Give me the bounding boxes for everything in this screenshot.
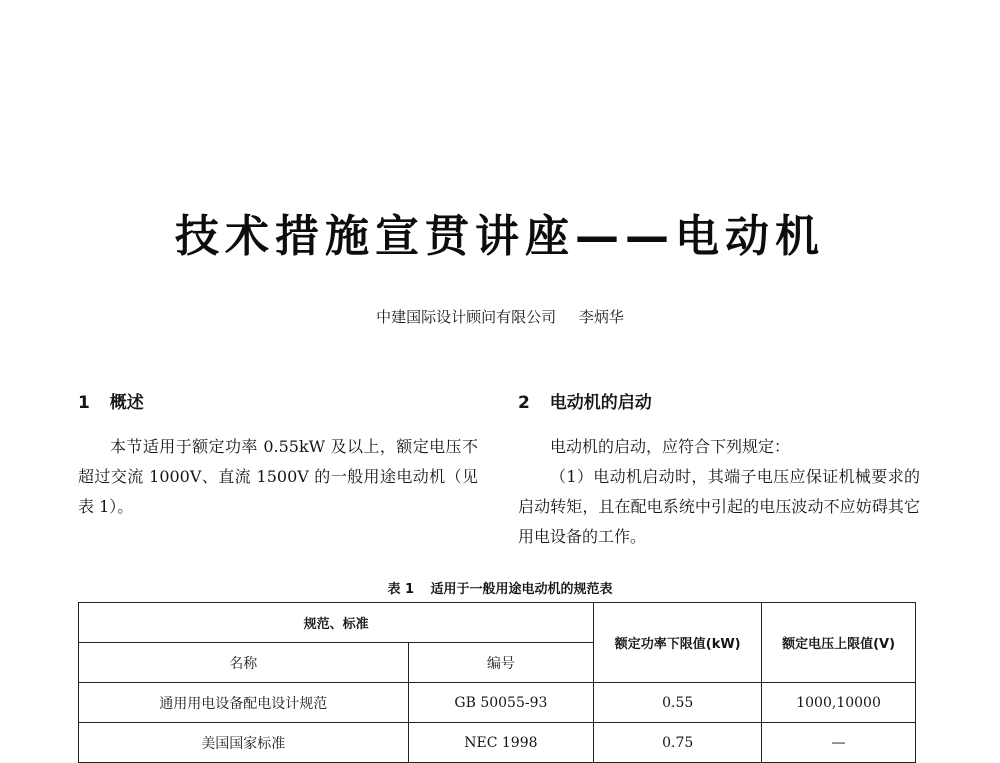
table-caption-text: 适用于一般用途电动机的规范表	[430, 582, 613, 597]
section-heading-motor-starting	[518, 388, 920, 418]
header-rated-voltage-max: 额定电压上限值(V)	[762, 603, 916, 683]
cell-power: 0.55	[594, 683, 762, 723]
table-row	[79, 723, 916, 763]
paragraph: 本节适用于额定功率 0.55kW 及以上，额定电压不超过交流 1000V、直流 1500V 的一般用途电动机（见表 1）。	[78, 437, 478, 516]
section-overview	[78, 388, 478, 522]
section-number: 1	[78, 393, 90, 413]
section-title: 概述	[109, 393, 144, 413]
section-number: 2	[518, 393, 530, 413]
cell-name: 美国国家标准	[79, 723, 409, 763]
paragraph: 电动机的启动，应符合下列规定：	[550, 437, 791, 456]
table-row	[79, 683, 916, 723]
document-title: 技术措施宣贯讲座——电动机	[175, 211, 825, 262]
header-code: 编号	[408, 643, 594, 683]
header-rated-power-min: 额定功率下限值(kW)	[594, 603, 762, 683]
author-name: 李炳华	[578, 308, 624, 326]
cell-voltage: —	[762, 723, 916, 763]
cell-code: NEC 1998	[408, 723, 594, 763]
table-caption-number: 表 1	[387, 582, 415, 597]
table-header-row	[79, 603, 916, 643]
cell-code: GB 50055-93	[408, 683, 594, 723]
header-name: 名称	[79, 643, 409, 683]
table-caption	[0, 578, 1000, 597]
section-title: 电动机的启动	[549, 393, 652, 413]
standards-table	[78, 602, 916, 763]
cell-voltage: 1000,10000	[762, 683, 916, 723]
header-standards-group: 规范、标准	[79, 603, 594, 643]
cell-power: 0.75	[594, 723, 762, 763]
paragraph: （1）电动机启动时，其端子电压应保证机械要求的启动转矩，且在配电系统中引起的电压波动不应妨碍其它用电设备的工作。	[518, 467, 920, 546]
byline	[0, 306, 1000, 327]
cell-name: 通用用电设备配电设计规范	[79, 683, 409, 723]
section-motor-starting	[518, 388, 920, 552]
author-organization: 中建国际设计顾问有限公司	[376, 308, 557, 326]
section-heading-overview	[78, 388, 478, 418]
